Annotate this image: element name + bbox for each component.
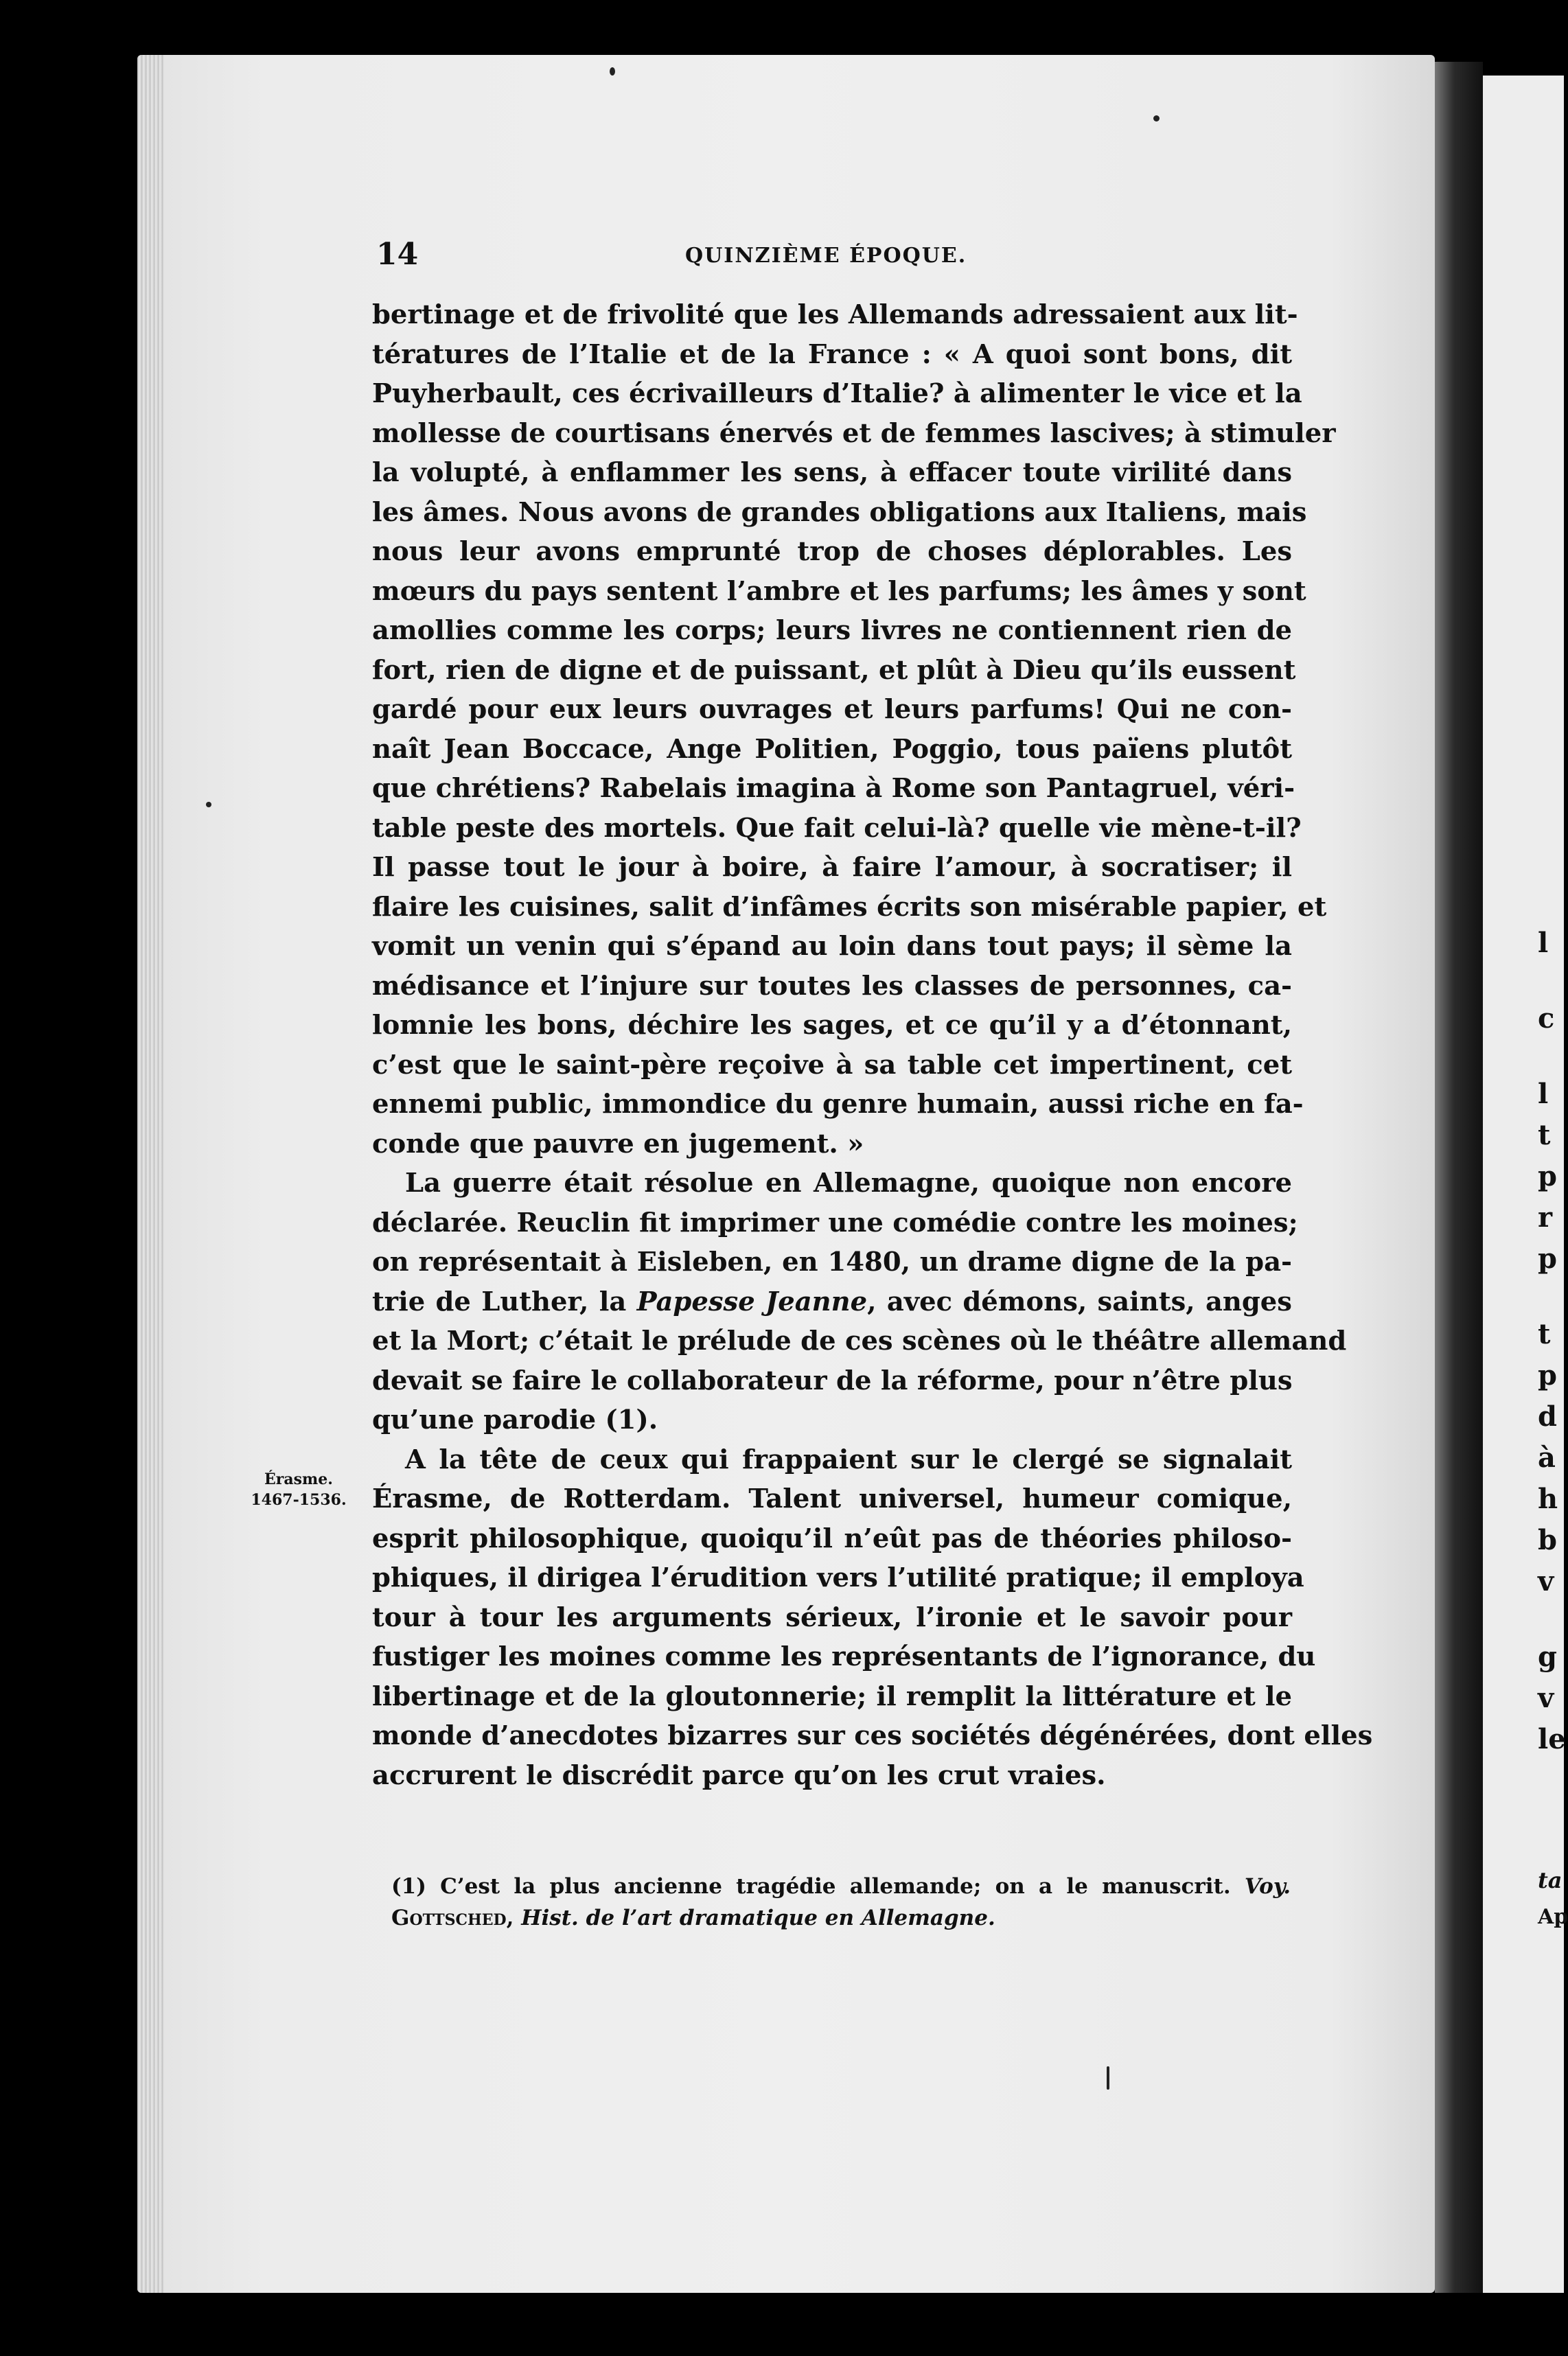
page-number: 14 [376, 237, 419, 272]
book-gutter [1435, 62, 1483, 2293]
fragment: v [1538, 1565, 1554, 1597]
text-line: tour à tour les arguments sérieux, l’ironie et le savoir pour [372, 1602, 1292, 1633]
scan-speck [1107, 2066, 1109, 2090]
fragment: à [1538, 1442, 1556, 1474]
footnote-title: Hist. de l’art dramatique en Allemagne. [514, 1906, 995, 1930]
text-line: on représentait à Eisleben, en 1480, un drame digne de la pa- [372, 1247, 1292, 1278]
text-line: nous leur avons emprunté trop de choses déplorables. Les [372, 536, 1292, 567]
margin-note-name: Érasme. [264, 1470, 333, 1488]
text-line: phiques, il dirigea l’érudition vers l’utilité pratique; il employa [372, 1562, 1304, 1593]
fragment: Ap [1538, 1905, 1568, 1929]
text-line: tératures de l’Italie et de la France : « A quoi sont bons, dit [372, 338, 1292, 370]
running-head: QUINZIÈME ÉPOQUE. [685, 244, 967, 268]
text-line: libertinage et de la gloutonnerie; il remplit la littérature et le [372, 1681, 1292, 1712]
fragment: l [1538, 927, 1549, 959]
scan-speck [206, 802, 211, 807]
text-line: naît Jean Boccace, Ange Politien, Poggio, tous païens plutôt [372, 733, 1292, 765]
text-line: lomnie les bons, déchire les sages, et ce qu’il y a d’étonnant, [372, 1010, 1292, 1041]
text-line: Il passe tout le jour à boire, à faire l’amour, à socratiser; il [372, 852, 1292, 883]
page-edge [137, 55, 165, 2293]
text-line: A la tête de ceux qui frappaient sur le clergé se signalait [405, 1444, 1292, 1475]
fragment: g [1538, 1641, 1557, 1673]
text-line: devait se faire le collaborateur de la réforme, pour n’être plus [372, 1365, 1293, 1396]
fragment: t [1538, 1318, 1551, 1350]
text-line: mœurs du pays sentent l’ambre et les parfums; les âmes y sont [372, 575, 1306, 607]
paragraph-3 [372, 1440, 1373, 1796]
text-run: trie de Luther, la [372, 1286, 637, 1317]
text-line: fustiger les moines comme les représentants de l’ignorance, du [372, 1641, 1316, 1672]
fragment: r [1538, 1201, 1553, 1234]
text-line: que chrétiens? Rabelais imagina à Rome son Pantagruel, véri- [372, 773, 1295, 804]
paragraph-1 [372, 295, 1336, 1164]
text-run: , avec démons, saints, anges [867, 1286, 1292, 1317]
text-line: qu’une parodie (1). [372, 1405, 658, 1435]
fragment: p [1538, 1359, 1557, 1391]
fragment: d [1538, 1400, 1557, 1433]
fragment: le [1538, 1723, 1566, 1755]
footnote-line [391, 1871, 1291, 1902]
facing-page-text [1538, 0, 1568, 2356]
fragment: b [1538, 1524, 1557, 1556]
text-line: les âmes. Nous avons de grandes obligations aux Italiens, mais [372, 496, 1307, 528]
text-line: bertinage et de frivolité que les Allemands adressaient aux lit- [372, 299, 1298, 330]
fragment: h [1538, 1483, 1558, 1515]
text-line: déclarée. Reuclin fit imprimer une comédie contre les moines; [372, 1207, 1298, 1238]
italic-title: Papesse Jeanne [636, 1286, 868, 1317]
text-line: Érasme, de Rotterdam. Talent universel, humeur comique, [372, 1483, 1292, 1514]
text-line: et la Mort; c’était le prélude de ces scènes où le théâtre allemand [372, 1326, 1347, 1356]
fragment: c [1538, 1002, 1555, 1035]
margin-note-dates: 1467-1536. [251, 1491, 347, 1509]
fragment: l [1538, 1078, 1549, 1110]
margin-note [237, 1469, 360, 1510]
footnote-line [391, 1902, 1291, 1934]
text-line: Puyherbault, ces écrivailleurs d’Italie? à alimenter le vice et la [372, 378, 1302, 409]
text-line: vomit un venin qui s’épand au loin dans tout pays; il sème la [372, 931, 1292, 962]
text-line [372, 1282, 1292, 1322]
text-line: conde que pauvre en jugement. » [372, 1128, 864, 1159]
text-line: La guerre était résolue en Allemagne, quoique non encore [405, 1168, 1292, 1199]
text-line: accrurent le discrédit parce qu’on les crut vraies. [372, 1759, 1106, 1791]
fragment: p [1538, 1243, 1557, 1275]
footnote [391, 1871, 1291, 1934]
fragment: p [1538, 1160, 1557, 1192]
text-line: mollesse de courtisans énervés et de femmes lascives; à stimuler [372, 417, 1336, 449]
footnote-author: Gottsched, [391, 1906, 514, 1930]
text-line: monde d’anecdotes bizarres sur ces sociétés dégénérées, dont elles [372, 1720, 1373, 1751]
fragment: t [1538, 1119, 1551, 1151]
text-line: gardé pour eux leurs ouvrages et leurs parfums! Qui ne con- [372, 694, 1292, 725]
text-line: esprit philosophique, quoiqu’il n’eût pas de théories philoso- [372, 1523, 1292, 1554]
page-header [376, 237, 1289, 278]
text-line: table peste des mortels. Que fait celui-là? quelle vie mène-t-il? [372, 812, 1302, 844]
footnote-voy: Voy. [1244, 1874, 1291, 1899]
text-line: amollies comme les corps; leurs livres ne contiennent rien de [372, 615, 1292, 646]
scan-speck [610, 67, 615, 76]
text-line: ennemi public, immondice du genre humain, aussi riche en fa- [372, 1089, 1304, 1120]
footnote-text: (1) C’est la plus ancienne tragédie allemande; on a le manuscrit. [391, 1874, 1245, 1899]
scan-speck [1153, 115, 1160, 122]
text-line: c’est que le saint-père reçoive à sa table cet impertinent, cet [372, 1049, 1292, 1081]
text-line: flaire les cuisines, salit d’infâmes écrits son misérable papier, et [372, 891, 1327, 923]
text-line: la volupté, à enflammer les sens, à effacer toute virilité dans [372, 457, 1292, 488]
text-line: fort, rien de digne et de puissant, et plût à Dieu qu’ils eussent [372, 654, 1296, 686]
paragraph-2 [372, 1164, 1347, 1440]
fragment: ta [1538, 1867, 1563, 1893]
body-text [372, 295, 1373, 1795]
fragment: v [1538, 1682, 1554, 1714]
text-line: médisance et l’injure sur toutes les classes de personnes, ca- [372, 970, 1292, 1002]
